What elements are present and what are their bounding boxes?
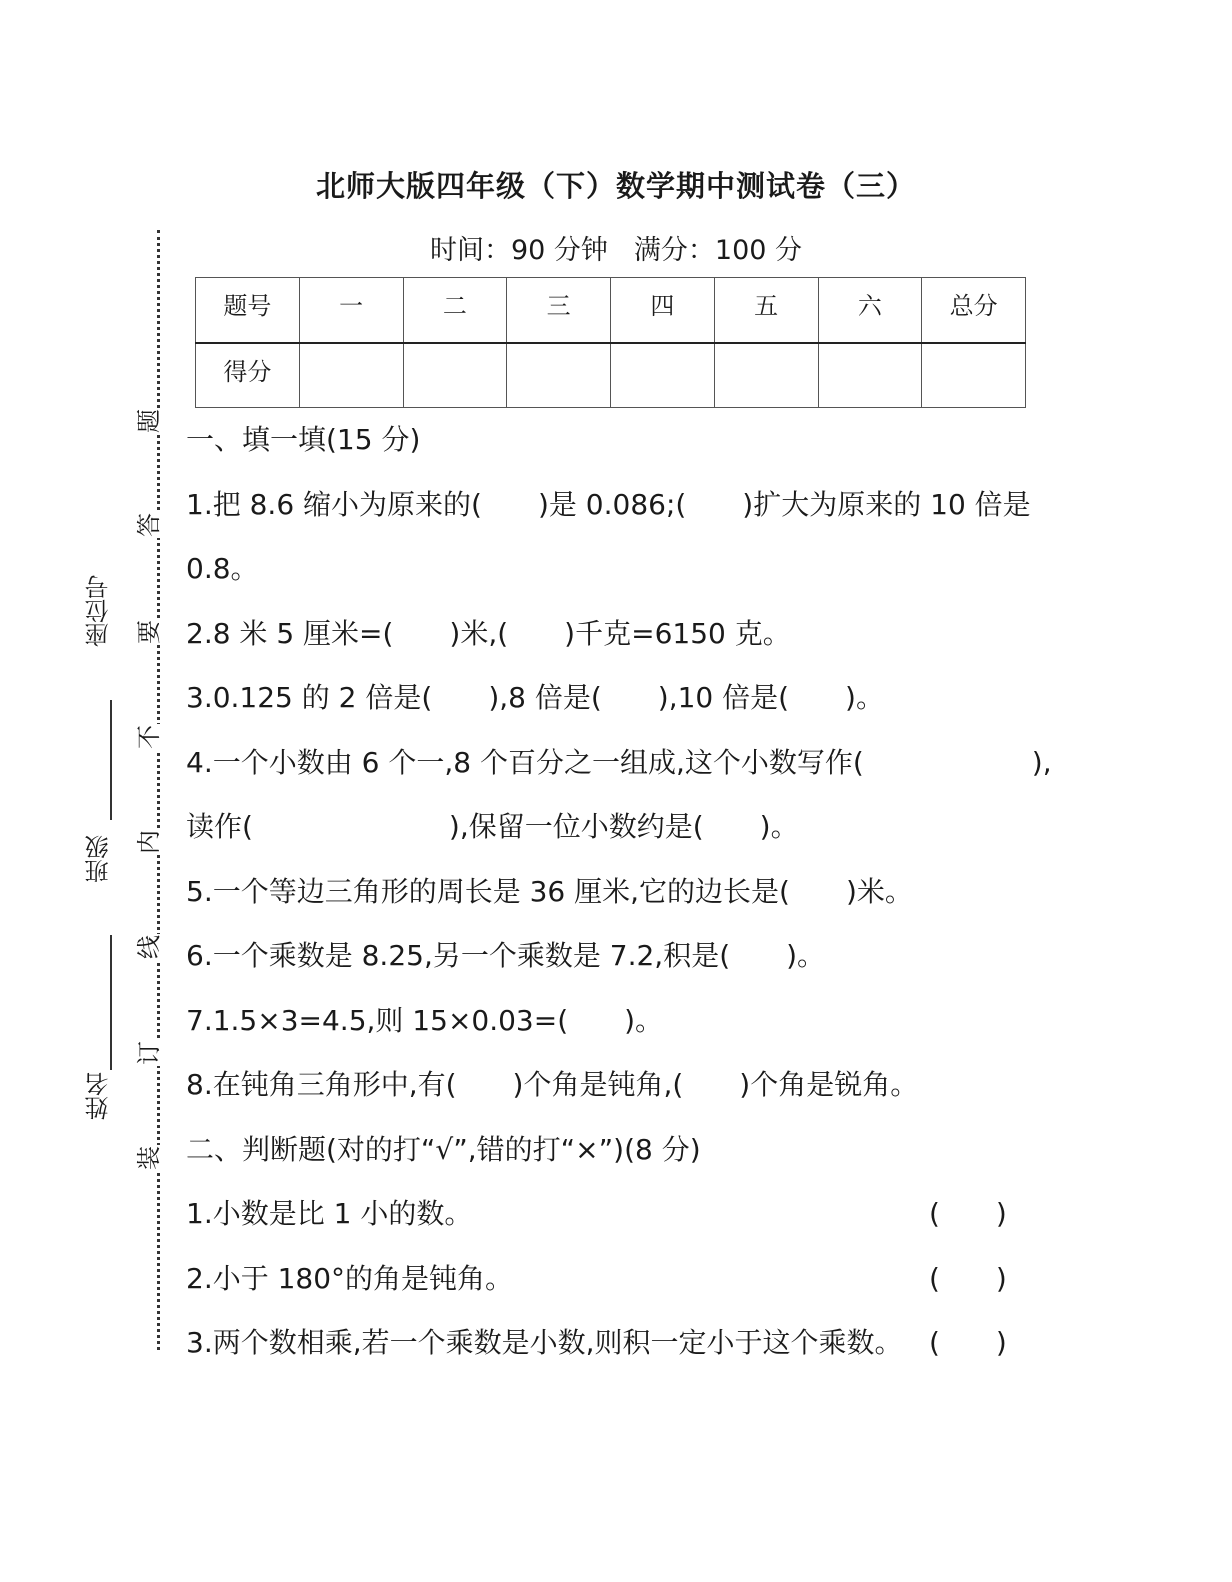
exam-content [186,408,1066,1376]
seal-char: 内 [135,830,163,854]
question-line: 2.8 米 5 厘米=( )米,( )千克=6150 克。 [186,616,791,650]
seal-char: 题 [135,409,163,433]
score-cell: 五 [714,278,818,343]
score-table [195,277,1026,408]
score-input-cell[interactable] [714,343,818,408]
score-table-header-row [196,278,1026,343]
question-line: 5.一个等边三角形的周长是 36 厘米,它的边长是( )米。 [186,874,913,908]
judge-item [186,1311,1066,1376]
score-table-score-row [196,343,1026,408]
question-line: 8.在钝角三角形中,有( )个角是钝角,( )个角是锐角。 [186,1068,919,1101]
question-line: 6.一个乘数是 8.25,另一个乘数是 7.2,积是( )。 [186,939,826,972]
answer-paren[interactable]: ( ) [929,1197,1007,1230]
score-cell: 得分 [196,343,300,408]
judge-item-text: 2.小于 180°的角是钝角。 [186,1261,514,1295]
name-blank-line[interactable] [110,935,112,1070]
score-cell: 二 [403,278,507,343]
judge-item-text: 3.两个数相乘,若一个乘数是小数,则积一定小于这个乘数。 [186,1326,903,1359]
seal-char: 订 [135,1041,163,1065]
seat-number-label: 座位号 [85,575,113,647]
exam-full-score: 满分：100 分 [633,235,803,266]
seal-char: 要 [135,620,163,644]
name-label: 姓名 [85,1072,113,1120]
page-title: 北师大版四年级（下）数学期中测试卷（三） [315,169,916,203]
seal-char: 不 [135,725,163,749]
class-blank-line[interactable] [110,700,112,820]
question-line: 读作( ),保留一位小数约是( )。 [186,810,799,843]
section-2-heading: 二、判断题(对的打“√”,错的打“×”)(8 分) [186,1132,701,1166]
score-input-cell[interactable] [403,343,507,408]
score-input-cell[interactable] [818,343,922,408]
answer-paren[interactable]: ( ) [929,1261,1007,1295]
score-cell: 四 [611,278,715,343]
binding-dotted-line [157,230,160,1350]
exam-info [0,228,1232,267]
exam-time: 时间：90 分钟 [429,235,608,266]
question-line: 3.0.125 的 2 倍是( ),8 倍是( ),10 倍是( )。 [186,681,884,714]
judge-item [186,1247,1066,1312]
answer-paren[interactable]: ( ) [929,1326,1007,1359]
section-1-heading: 一、填一填(15 分) [186,423,421,456]
seal-char: 答 [135,513,163,537]
question-line: 1.把 8.6 缩小为原来的( )是 0.086;( )扩大为原来的 10 倍是 [186,487,1031,521]
score-input-cell[interactable] [507,343,611,408]
score-cell: 六 [818,278,922,343]
judge-item-text: 1.小数是比 1 小的数。 [186,1197,473,1230]
score-cell: 总分 [922,278,1026,343]
class-label: 班级 [85,835,113,883]
score-cell: 题号 [196,278,300,343]
score-input-cell[interactable] [299,343,403,408]
question-line: 4.一个小数由 6 个一,8 个百分之一组成,这个小数写作( ), [186,745,1052,779]
score-input-cell[interactable] [611,343,715,408]
seal-char: 线 [135,935,163,959]
score-cell: 三 [507,278,611,343]
score-input-cell[interactable] [922,343,1026,408]
question-line: 0.8。 [186,552,259,585]
question-line: 7.1.5×3=4.5,则 15×0.03=( )。 [186,1003,664,1037]
score-cell: 一 [299,278,403,343]
seal-char: 装 [135,1146,163,1170]
judge-item [186,1182,1066,1247]
